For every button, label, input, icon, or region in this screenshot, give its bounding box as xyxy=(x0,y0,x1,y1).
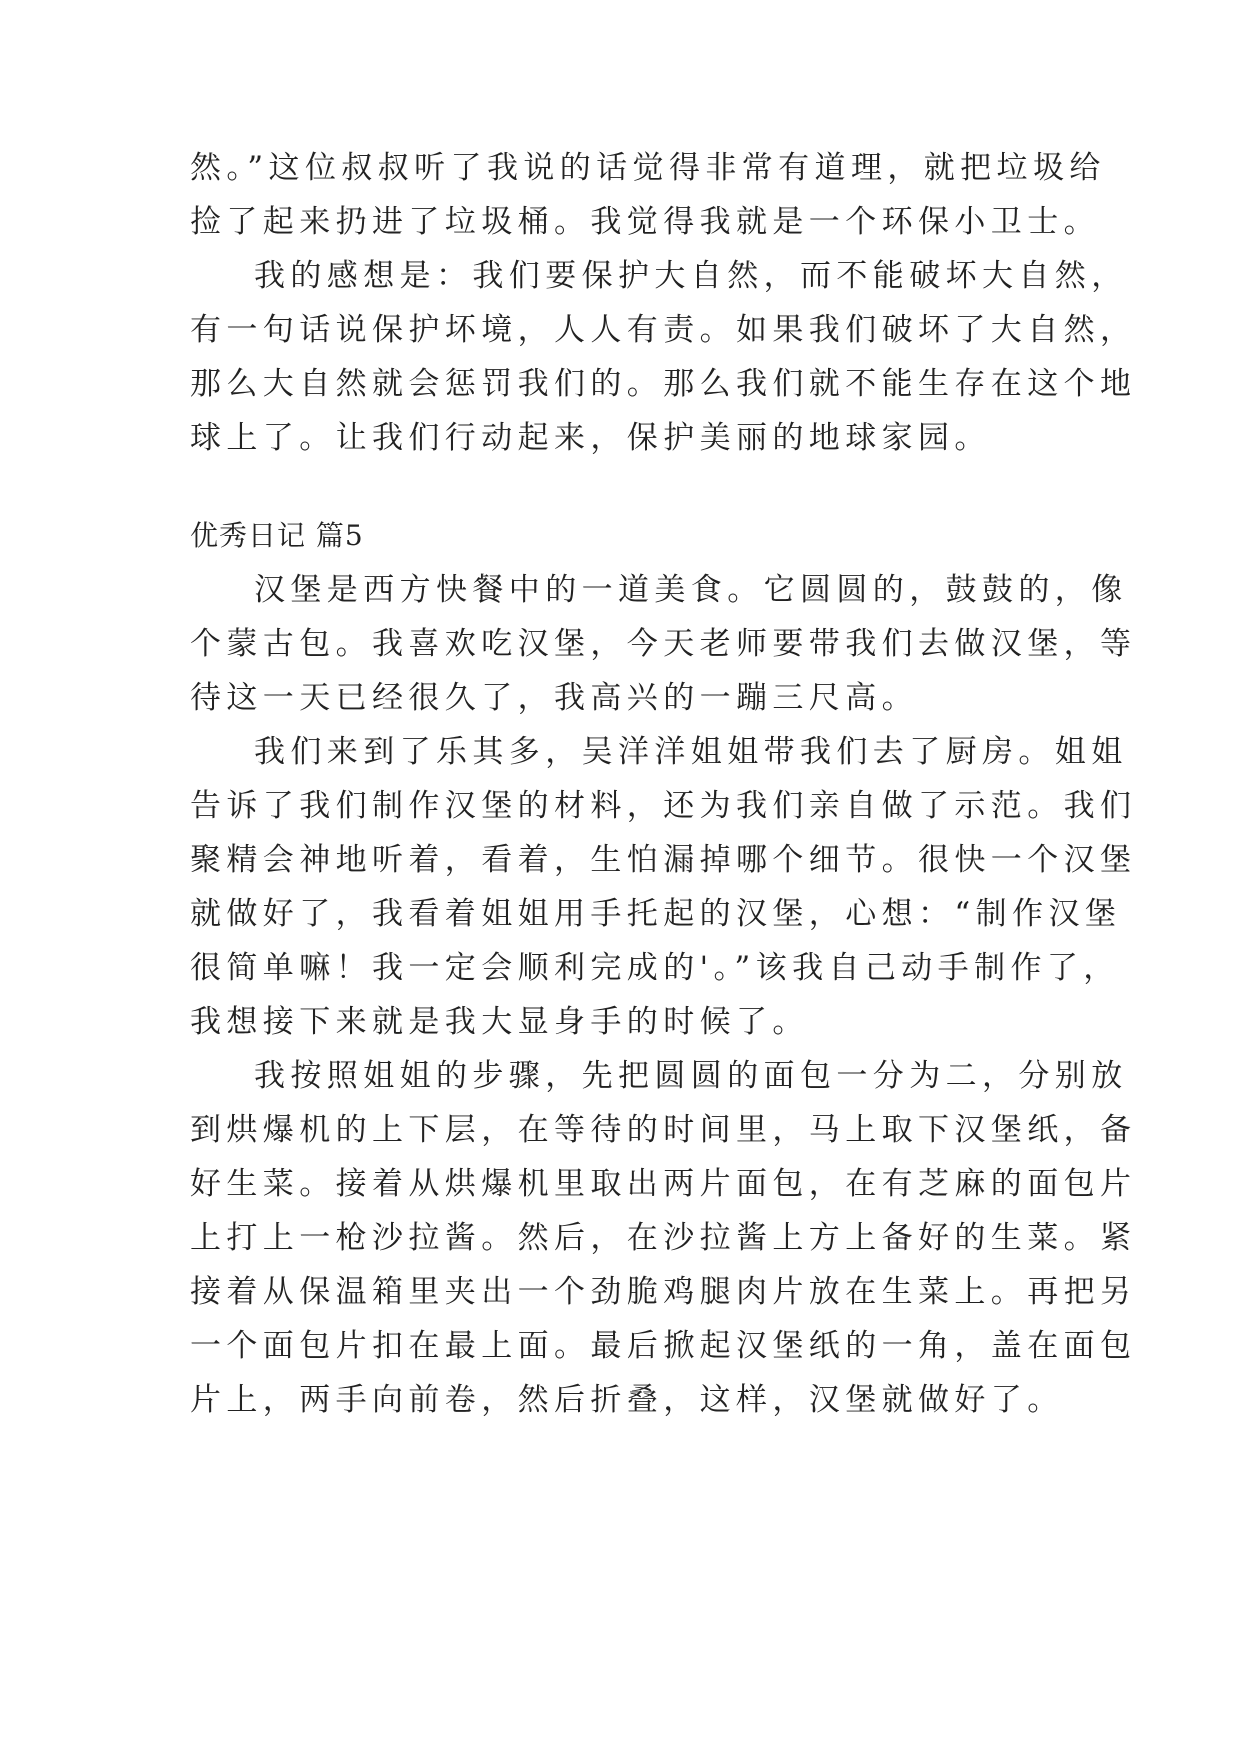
paragraph-line: 我想接下来就是我大显身手的时候了。 xyxy=(190,1004,809,1040)
paragraph-line: 到烘爆机的上下层，在等待的时间里，马上取下汉堡纸，备 xyxy=(190,1112,1137,1148)
paragraph-line: 就做好了，我看着姐姐用手托起的汉堡，心想：“制作汉堡 xyxy=(190,896,1122,932)
paragraph-line: 我的感想是：我们要保护大自然，而不能破坏大自然， xyxy=(254,258,1128,294)
paragraph-line: 上打上一枪沙拉酱。然后，在沙拉酱上方上备好的生菜。紧 xyxy=(190,1220,1137,1256)
paragraph-line: 捡了起来扔进了垃圾桶。我觉得我就是一个环保小卫士。 xyxy=(190,204,1100,240)
paragraph-line: 告诉了我们制作汉堡的材料，还为我们亲自做了示范。我们 xyxy=(190,788,1137,824)
paragraph-line: 然。”这位叔叔听了我说的话觉得非常有道理，就把垃圾给 xyxy=(190,150,1106,186)
section-heading: 优秀日记 篇5 xyxy=(190,519,364,552)
paragraph-line: 汉堡是西方快餐中的一道美食。它圆圆的，鼓鼓的，像 xyxy=(254,572,1128,608)
paragraph-line: 待这一天已经很久了，我高兴的一蹦三尺高。 xyxy=(190,680,918,716)
paragraph-line: 聚精会神地听着，看着，生怕漏掉哪个细节。很快一个汉堡 xyxy=(190,842,1137,878)
paragraph-line: 接着从保温箱里夹出一个劲脆鸡腿肉片放在生菜上。再把另 xyxy=(190,1274,1137,1310)
paragraph-line: 很简单嘛！我一定会顺利完成的'。”该我自己动手制作了， xyxy=(190,950,1120,986)
paragraph-line: 好生菜。接着从烘爆机里取出两片面包，在有芝麻的面包片 xyxy=(190,1166,1137,1202)
paragraph-line: 我按照姐姐的步骤，先把圆圆的面包一分为二，分别放 xyxy=(254,1058,1128,1094)
paragraph-line: 个蒙古包。我喜欢吃汉堡，今天老师要带我们去做汉堡，等 xyxy=(190,626,1137,662)
paragraph-line: 有一句话说保护坏境，人人有责。如果我们破坏了大自然， xyxy=(190,312,1137,348)
paragraph-line: 那么大自然就会惩罚我们的。那么我们就不能生存在这个地 xyxy=(190,366,1137,402)
paragraph-line: 片上，两手向前卷，然后折叠，这样，汉堡就做好了。 xyxy=(190,1382,1064,1418)
paragraph-line: 球上了。让我们行动起来，保护美丽的地球家园。 xyxy=(190,420,991,456)
paragraph-line: 我们来到了乐其多，吴洋洋姐姐带我们去了厨房。姐姐 xyxy=(254,734,1128,770)
paragraph-line: 一个面包片扣在最上面。最后掀起汉堡纸的一角，盖在面包 xyxy=(190,1328,1137,1364)
